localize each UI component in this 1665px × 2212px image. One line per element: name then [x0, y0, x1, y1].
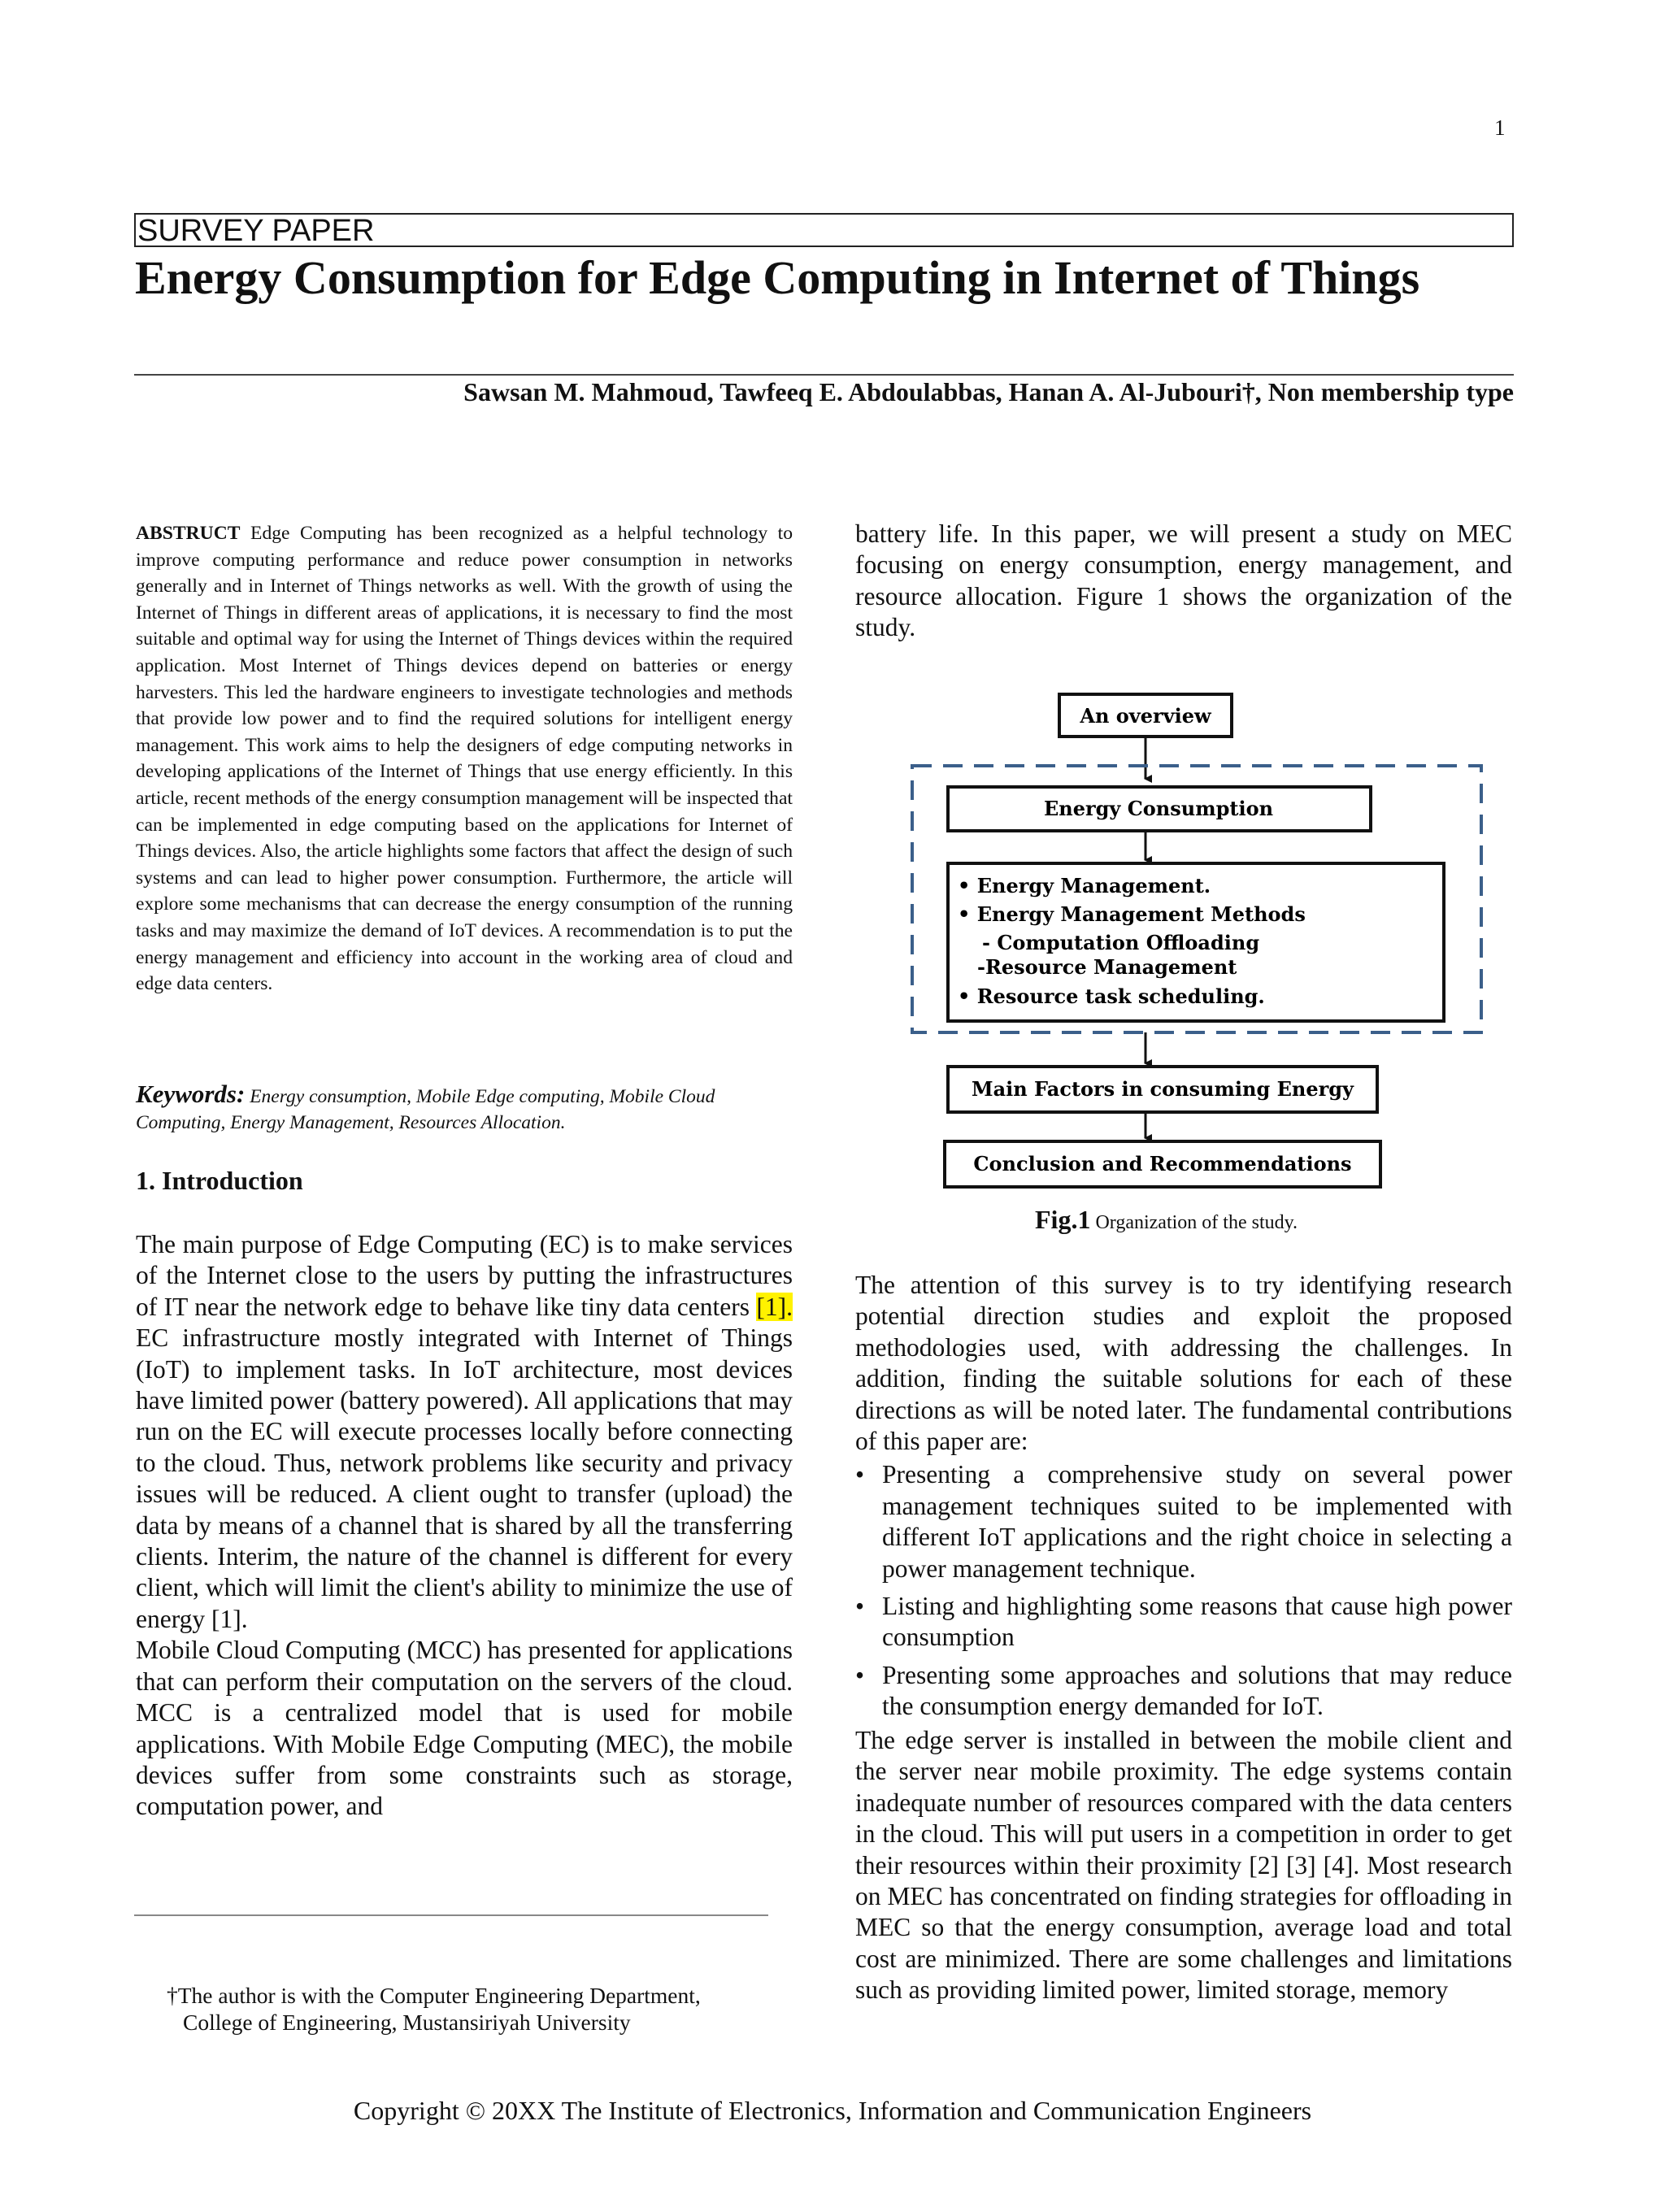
intro-paragraph-1: [136, 1229, 793, 1635]
author-list: Sawsan M. Mahmoud, Tawfeeq E. Abdoulabbas, Hanan A. Al-Jubouri†, Non membership type: [463, 377, 1514, 406]
keywords-text: Energy consumption, Mobile Edge computing, Mobile Cloud Computing, Energy Management, Resources Allocation.: [136, 1086, 715, 1133]
citation-highlight: [1].: [756, 1292, 793, 1321]
bullet-icon: •: [855, 1592, 865, 1621]
paper-title: Energy Consumption for Edge Computing in Internet of Things: [135, 251, 1420, 304]
right-column-top-paragraph: battery life. In this paper, we will present a study on MEC focusing on energy consumption, energy management, and resource allocation. Figure 1 shows the organization of the study.: [855, 519, 1512, 642]
abstract: [136, 520, 793, 997]
contribution-item: [855, 1459, 1512, 1584]
list-item-management-methods: • Energy Management Methods: [958, 902, 1306, 926]
dagger-mark: †: [167, 1983, 178, 2008]
paper-type-label: SURVEY PAPER: [134, 213, 1514, 247]
contribution-text: Presenting some approaches and solutions that may reduce the consumption energy demanded for IoT.: [882, 1660, 1512, 1721]
list-item-task-scheduling: • Resource task scheduling.: [958, 984, 1265, 1008]
figure-caption: [1035, 1205, 1298, 1235]
contributions-intro: The attention of this survey is to try identifying research potential direction studies and exploit the proposed methodologies used, with addressing the challenges. In addition, finding the suitable solutions for each of these directions as will be noted later. The fundamental contributions of this paper are:: [855, 1271, 1512, 1456]
contributions-list: [855, 1459, 1512, 1722]
list-item-computation-offloading: - Computation Offloading: [982, 931, 1260, 954]
keywords-label: Keywords:: [136, 1080, 246, 1108]
author-footnote: [167, 1982, 785, 2036]
copyright-footer: Copyright © 20XX The Institute of Electronics, Information and Communication Engineers: [353, 2096, 1312, 2125]
right-column-bottom-paragraph: The edge server is installed in between the mobile client and the server near mobile proximity. The edge systems contain inadequate number of resources compared with the data centers in the cloud. This will put users in a competition in order to get their resources within their proximity [2] [3] [4]. Most research on MEC has concentrated on finding strategies for offloading in MEC so that the energy consumption, average load and total cost are minimized. There are some challenges and limitations such as providing limited power, limited storage, memory: [855, 1726, 1512, 2005]
box-energy-consumption-label: Energy Consumption: [1043, 797, 1274, 820]
organization-figure: [909, 689, 1486, 1193]
footnote-line-1: [167, 1982, 785, 2009]
intro-p1-text-cont: EC infrastructure mostly integrated with Internet of Things (IoT) to implement tasks. In IoT architecture, most devices have limited power (battery powered). All applications that may run on the EC will execute processes locally before connecting to the cloud. Thus, network problems like security and privacy issues will be reduced. A client ought to transfer (upload) the data by means of a channel that is shared by all the transferring clients. Interim, the nature of the channel is different for every client, which will limit the client's ability to minimize the use of energy [1].: [136, 1323, 793, 1633]
contribution-item: [855, 1660, 1512, 1723]
bullet-icon: •: [855, 1460, 865, 1489]
right-column-middle: [855, 1270, 1512, 1729]
list-item-resource-management: -Resource Management: [977, 955, 1237, 979]
box-conclusion-label: Conclusion and Recommendations: [973, 1152, 1352, 1176]
box-main-factors-label: Main Factors in consuming Energy: [972, 1077, 1354, 1101]
box-overview-label: An overview: [1080, 704, 1211, 728]
abstract-label: ABSTRUCT: [136, 523, 241, 544]
contribution-item: [855, 1591, 1512, 1654]
footnote-text-1: The author is with the Computer Engineering Department,: [177, 1983, 701, 2008]
abstract-text: Edge Computing has been recognized as a helpful technology to improve computing performance and reduce power consumption in networks generally and in Internet of Things networks as well. With the growth of using the Internet of Things in different areas of applications, it is necessary to find the most suitable and optimal way for using the Internet of Things devices within the required application. Most Internet of Things devices depend on batteries or energy harvesters. This led the hardware engineers to investigate technologies and methods that provide low power and to find the required solutions for intelligent energy management. This work aims to help the designers of edge computing networks in developing applications of the Internet of Things that use energy efficiently. In this article, recent methods of the energy consumption management will be inspected that can be implemented in edge computing based on the applications for Internet of Things devices. Also, the article highlights some factors that affect the design of such systems and can lead to higher power consumption. Furthermore, the article will explore some mechanisms that can decrease the energy consumption of the running tasks and may maximize the demand of IoT devices. A recommendation is to put the energy management and efficiency into account in the working area of cloud and edge data centers.: [136, 523, 793, 995]
title-divider: [134, 374, 1514, 376]
footnote-divider: [134, 1914, 768, 1916]
footnote-line-2: College of Engineering, Mustansiriyah University: [183, 2010, 631, 2035]
list-item-energy-management: • Energy Management.: [958, 874, 1211, 897]
introduction-left-column: [136, 1229, 793, 1823]
bullet-icon: •: [855, 1660, 865, 1689]
keywords: [136, 1081, 786, 1136]
contribution-text: Listing and highlighting some reasons that cause high power consumption: [882, 1592, 1512, 1652]
figure-label: Fig.1: [1035, 1205, 1091, 1234]
figure-caption-text: Organization of the study.: [1095, 1212, 1298, 1233]
intro-p1-text: The main purpose of Edge Computing (EC) is to make services of the Internet close to the users by putting the infrastructures of IT near the network edge to behave like tiny data centers: [136, 1230, 793, 1321]
contribution-text: Presenting a comprehensive study on several power management techniques suited to be implemented with different IoT applications and the right choice in selecting a power management technique.: [882, 1460, 1512, 1583]
section-heading-introduction: 1. Introduction: [136, 1166, 303, 1195]
page-number: 1: [1494, 115, 1506, 140]
intro-paragraph-2: Mobile Cloud Computing (MCC) has presented for applications that can perform their computation on the servers of the cloud. MCC is a centralized model that is used for mobile applications. With Mobile Edge Computing (MEC), the mobile devices suffer from some constraints such as storage, computation power, and: [136, 1636, 793, 1821]
